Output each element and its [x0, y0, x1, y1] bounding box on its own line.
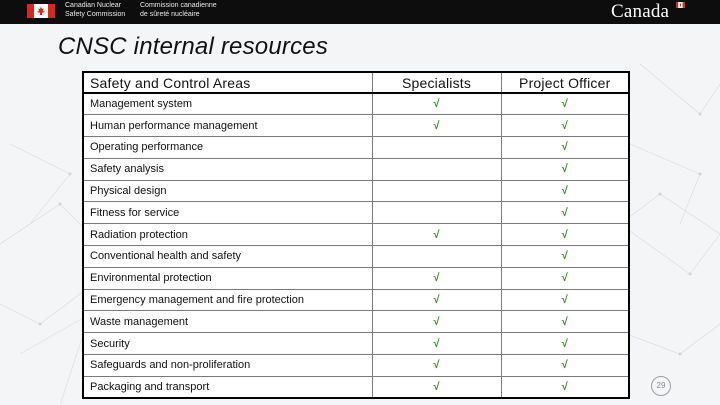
area-cell: Fitness for service	[83, 202, 372, 224]
area-cell: Safeguards and non-proliferation	[83, 355, 372, 377]
area-cell: Security	[83, 333, 372, 355]
project-officer-check: √	[501, 267, 629, 289]
project-officer-check: √	[501, 333, 629, 355]
project-officer-check: √	[501, 202, 629, 224]
specialists-check: √	[372, 355, 501, 377]
org-en-line1: Canadian Nuclear	[65, 2, 122, 9]
org-fr-line2: de sûreté nucléaire	[140, 10, 200, 18]
specialists-check: √	[372, 289, 501, 311]
area-cell: Packaging and transport	[83, 376, 372, 398]
project-officer-check: √	[501, 355, 629, 377]
column-header-specialists: Specialists	[372, 72, 501, 93]
area-cell: Conventional health and safety	[83, 246, 372, 268]
project-officer-check: √	[501, 376, 629, 398]
slide-title: CNSC internal resources	[58, 33, 329, 60]
specialists-check: √	[372, 93, 501, 115]
table-row	[83, 158, 629, 180]
table-row	[83, 355, 629, 377]
table-row	[83, 202, 629, 224]
area-cell: Safety analysis	[83, 158, 372, 180]
specialists-check	[372, 137, 501, 159]
area-cell: Human performance management	[83, 115, 372, 137]
header-bar	[0, 0, 720, 24]
project-officer-check: √	[501, 246, 629, 268]
specialists-check	[372, 202, 501, 224]
project-officer-check: √	[501, 180, 629, 202]
project-officer-check: √	[501, 289, 629, 311]
specialists-check	[372, 158, 501, 180]
table-row	[83, 376, 629, 398]
table-row	[83, 246, 629, 268]
project-officer-check: √	[501, 224, 629, 246]
project-officer-check: √	[501, 311, 629, 333]
area-cell: Environmental protection	[83, 267, 372, 289]
specialists-check	[372, 246, 501, 268]
project-officer-check: √	[501, 137, 629, 159]
table-row	[83, 115, 629, 137]
specialists-check: √	[372, 115, 501, 137]
area-cell: Emergency management and fire protection	[83, 289, 372, 311]
area-cell: Management system	[83, 93, 372, 115]
org-name-french	[140, 2, 217, 19]
table-row	[83, 93, 629, 115]
table-header-row	[83, 72, 629, 93]
column-header-areas: Safety and Control Areas	[83, 72, 372, 93]
project-officer-check: √	[501, 115, 629, 137]
specialists-check: √	[372, 311, 501, 333]
specialists-check: √	[372, 333, 501, 355]
org-name-english	[65, 2, 125, 19]
area-cell: Physical design	[83, 180, 372, 202]
table-row	[83, 333, 629, 355]
table-row	[83, 224, 629, 246]
specialists-check: √	[372, 267, 501, 289]
wordmark-flag-icon	[676, 2, 685, 8]
org-en-line2: Safety Commission	[65, 10, 126, 18]
canada-flag-icon	[27, 4, 55, 18]
project-officer-check: √	[501, 158, 629, 180]
table-row	[83, 267, 629, 289]
page-number-badge: 29	[651, 376, 671, 396]
area-cell: Operating performance	[83, 137, 372, 159]
specialists-check: √	[372, 224, 501, 246]
table-row	[83, 137, 629, 159]
table-row	[83, 289, 629, 311]
resources-table	[82, 71, 630, 399]
project-officer-check: √	[501, 93, 629, 115]
org-fr-line1: Commission canadienne	[140, 2, 217, 9]
area-cell: Radiation protection	[83, 224, 372, 246]
table-row	[83, 180, 629, 202]
table-row	[83, 311, 629, 333]
canada-wordmark: Canada	[611, 1, 670, 22]
specialists-check: √	[372, 376, 501, 398]
specialists-check	[372, 180, 501, 202]
column-header-project-officer: Project Officer	[501, 72, 629, 93]
area-cell: Waste management	[83, 311, 372, 333]
